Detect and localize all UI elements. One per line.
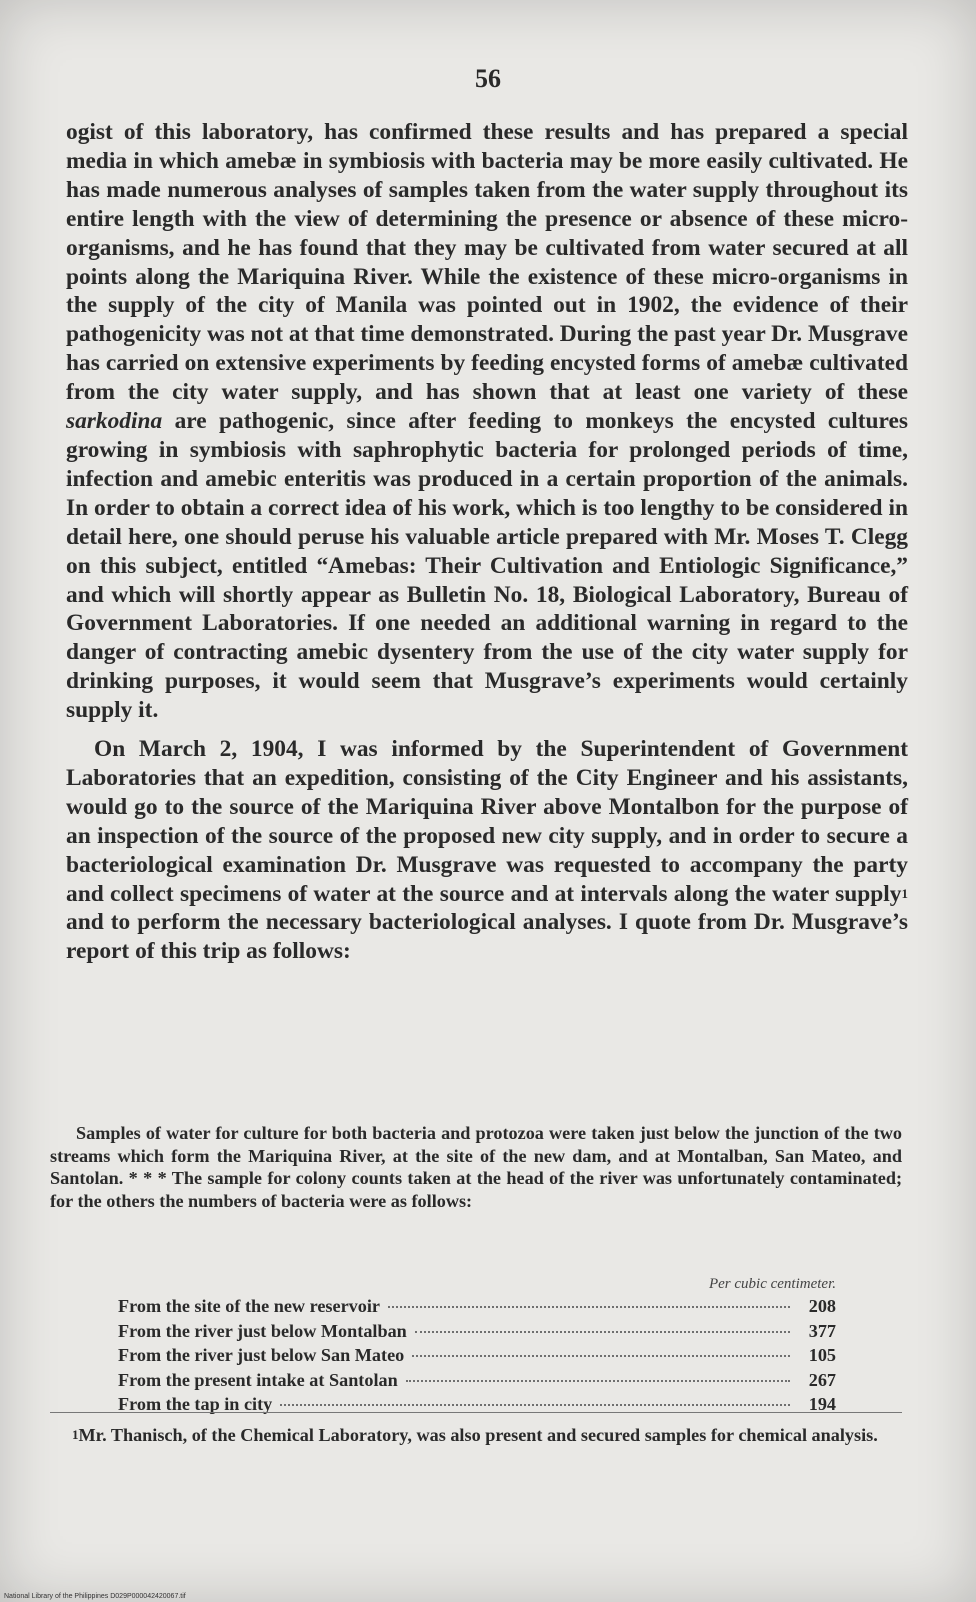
row-value: 105 — [808, 1345, 836, 1365]
paragraph-2-text: On March 2, 1904, I was informed by the Superintendent of Government Laboratories that an expedition, consisting of the City Engineer and his assistants, would go to the source of the Mariquina River above Montalbon for the purpose of an inspection of the source of the proposed new city supply, and in order to secure a bacteriological examination Dr. Musgrave was requested to accompany the party and collect specimens of water at the source and at intervals along the water supply — [66, 736, 908, 907]
row-value: 194 — [808, 1394, 836, 1414]
row-label: From the present intake at Santolan — [118, 1369, 398, 1390]
table-row — [118, 1394, 836, 1419]
paragraph-1-continuation: are pathogenic, since after feeding to monkeys the encysted cultures growing in symbiosis with saphrophytic bacteria for prolonged periods of time, infection and amebic enteritis was produced in a certain proportion of the animals. In order to obtain a correct idea of his work, which is too lengthy to be considered in detail here, one should peruse his valuable article prepared with Mr. Moses T. Clegg on this subject, entitled “Amebas: Their Cultivation and Entiologic Significance,” and which will shortly appear as Bulletin No. 18, Biological Laboratory, Bureau of Government Laboratories. If one needed an additional warning in regard to the danger of contracting amebic dysentery from the use of the city water supply for drinking purposes, it would seem that Musgrave’s experiments would certainly supply it. — [66, 408, 908, 724]
dot-leader — [406, 1380, 790, 1382]
row-label: From the site of the new reservoir — [118, 1296, 380, 1316]
paragraph-2-continuation: and to perform the necessary bacteriological analyses. I quote from Dr. Musgrave’s report of this trip as follows: — [66, 909, 908, 965]
table-row — [118, 1370, 836, 1395]
table-row — [118, 1345, 836, 1370]
row-value: 267 — [808, 1369, 836, 1390]
paragraph-2 — [66, 735, 908, 966]
table-row — [118, 1296, 836, 1321]
row-value: 377 — [808, 1320, 836, 1341]
dot-leader — [415, 1331, 790, 1333]
footnote-text: Mr. Thanisch, of the Chemical Laboratory, was also present and secured samples for chemical analysis. — [78, 1425, 878, 1445]
footnote — [50, 1424, 902, 1447]
paragraph-1-text: ogist of this laboratory, has confirmed these results and has prepared a special media in which amebæ in symbiosis with bacteria may be more easily cultivated. He has made numerous analyses of samples taken from the water supply throughout its entire length with the view of determining the presence or absence of these micro-organisms, and he has found that they may be cultivated from water secured at all points along the Mariquina River. While the existence of these micro-organisms in the supply of the city of Manila was pointed out in 1902, the evidence of their pathogenicity was not at that time demonstrated. During the past year Dr. Musgrave has carried on extensive experiments by feeding encysted forms of amebæ cultivated from the city water supply, and has shown that at least one variety of these — [66, 119, 909, 406]
dot-leader — [388, 1306, 790, 1308]
table-row — [118, 1321, 836, 1346]
footnote-reference: 1 — [901, 885, 908, 901]
footnote-marker: 1 — [72, 1427, 79, 1442]
unit-header: Per cubic centimeter. — [708, 1276, 836, 1292]
body-text — [66, 118, 908, 966]
quoted-report-text: Samples of water for culture for both bacteria and protozoa were taken just below the junction of the two streams which form the Mariquina River, at the site of the new dam, and at Montalban, San Mateo, and Santolan. * * * The sample for colony counts taken at the head of the river was unfortunately contaminated; for the others the numbers of bacteria were as follows: — [50, 1123, 902, 1211]
row-value: 208 — [808, 1296, 836, 1316]
archive-catalog-line: National Library of the Philippines D029P000042420067.tif — [4, 1593, 186, 1600]
row-label: From the river just below Montalban — [118, 1320, 407, 1341]
italic-term: sarkodina — [66, 408, 163, 435]
quoted-report — [50, 1122, 902, 1212]
row-label: From the river just below San Mateo — [118, 1345, 405, 1365]
paragraph-1 — [66, 118, 908, 725]
dot-leader — [280, 1404, 790, 1406]
footnote-divider — [50, 1412, 902, 1413]
bacteria-count-table — [118, 1276, 836, 1419]
dot-leader — [412, 1355, 790, 1357]
page-number: 56 — [475, 64, 501, 93]
row-label: From the tap in city — [118, 1394, 273, 1414]
